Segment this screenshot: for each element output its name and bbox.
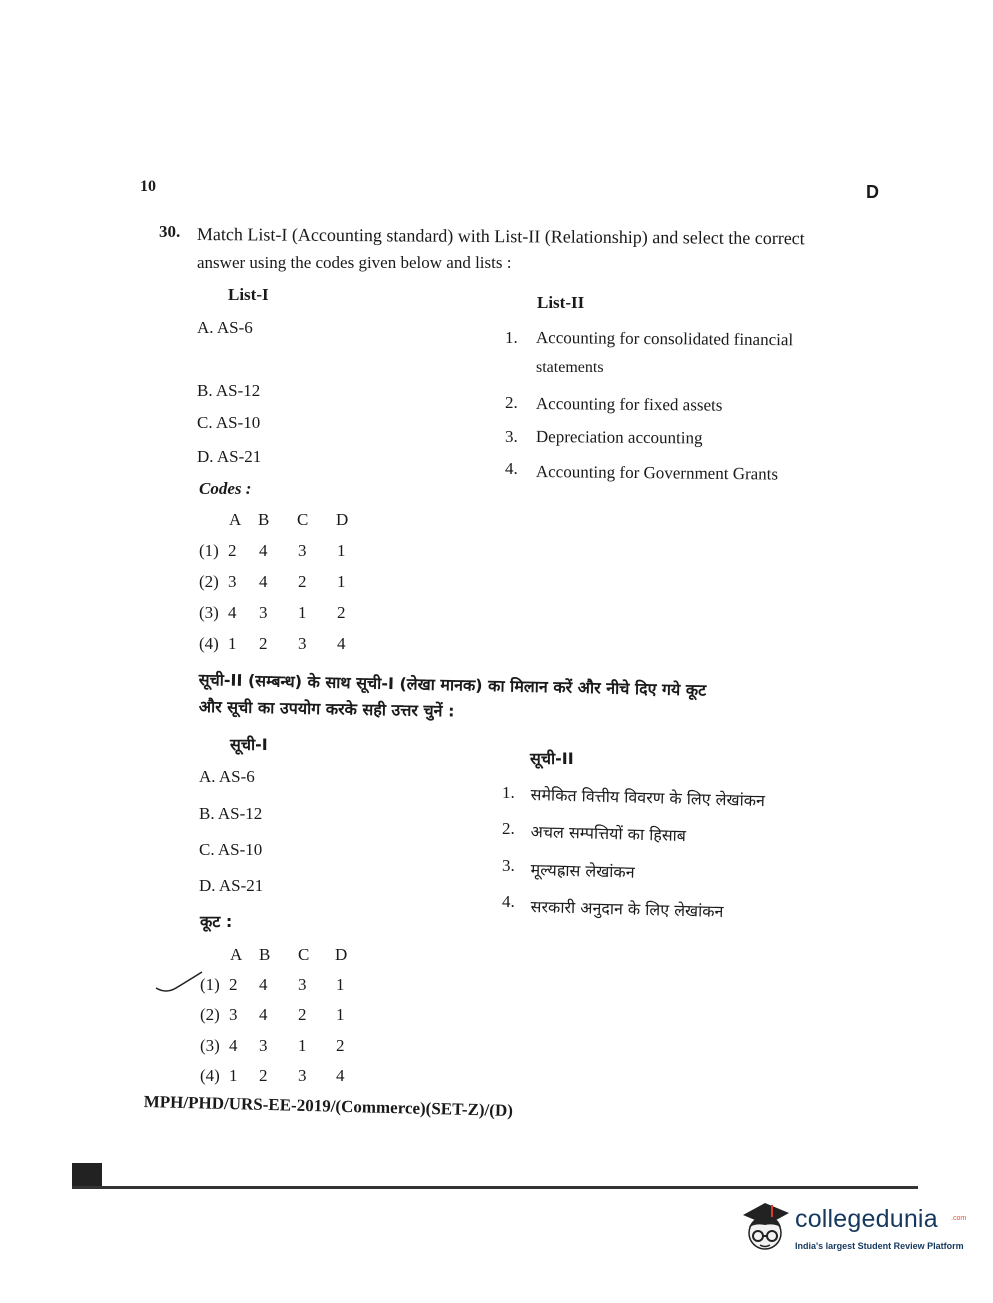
codes-header-cell: B — [259, 945, 271, 964]
list2-item-text: Accounting for consolidated financial — [535, 328, 794, 350]
question-stem-line1: Match List-I (Accounting standard) with List-II (Relationship) and select the correct — [196, 224, 805, 249]
codes-header-cell: A — [229, 510, 242, 529]
codes-title: Codes : — [199, 479, 252, 498]
list1-item: B. AS-12 — [197, 381, 261, 400]
list2-item-num: 2. — [502, 819, 515, 838]
collegedunia-logo[interactable] — [737, 1197, 967, 1267]
list2-item-num: 4. — [502, 892, 515, 911]
list2-item-text: Accounting for fixed assets — [535, 394, 723, 415]
set-letter: D — [866, 182, 879, 202]
list2-title: List-II — [537, 293, 585, 312]
list1-item: C. AS-10 — [199, 840, 263, 859]
page-bottom-rule — [72, 1186, 918, 1189]
logo-wordmark: collegedunia — [795, 1205, 938, 1233]
codes-header-cell: D — [336, 510, 349, 529]
list2-item-num: 4. — [505, 459, 518, 478]
codes-header-cell: B — [258, 510, 270, 529]
codes-header-cell: D — [335, 945, 348, 964]
question-stem-line2: answer using the codes given below and lists : — [197, 253, 512, 272]
list2-item-num: 3. — [505, 427, 518, 446]
list2-item-text: सरकारी अनुदान के लिए लेखांकन — [530, 896, 724, 922]
scan-shadow — [72, 1163, 102, 1187]
hindi-codes-title: कूट : — [200, 912, 233, 931]
question-number: 30. — [159, 222, 181, 241]
student-mascot-icon — [737, 1199, 793, 1255]
codes-header-cell: C — [297, 510, 309, 529]
list1-title: List-I — [228, 285, 269, 304]
list2-item-text: Accounting for Government Grants — [535, 462, 779, 484]
list2-item-text: Depreciation accounting — [535, 427, 703, 448]
list1-item: C. AS-10 — [197, 413, 261, 432]
list2-item-num: 3. — [502, 856, 515, 875]
list2-item-text: अचल सम्पत्तियों का हिसाब — [530, 821, 687, 846]
hindi-list2-title: सूची-II — [530, 749, 574, 768]
list2-item-text-cont: statements — [536, 359, 604, 376]
exam-code-footer: MPH/PHD/URS-EE-2019/(Commerce)(SET-Z)/(D) — [143, 1092, 514, 1121]
list1-item: D. AS-21 — [197, 447, 262, 466]
hindi-stem-line1: सूची-II (सम्बन्ध) के साथ सूची-I (लेखा मानक) का मिलान करें और नीचे दिए गये कूट — [198, 669, 707, 700]
page-number: 10 — [140, 178, 156, 195]
list2-item-num: 1. — [505, 328, 518, 347]
handwritten-tick-icon — [152, 968, 212, 998]
list1-item: A. AS-6 — [199, 767, 255, 786]
logo-domain-suffix: .com — [951, 1215, 967, 1222]
list2-item-num: 2. — [505, 393, 518, 412]
list2-item-text: समेकित वित्तीय विवरण के लिए लेखांकन — [530, 784, 766, 811]
english-codes-table: A B C D (1) 2 4 3 1 (2) 3 4 2 1 (3) 4 3 1 2 (4) 1 2 3 4 — [199, 510, 349, 653]
list2-item-text: मूल्यह्रास लेखांकन — [530, 859, 635, 882]
hindi-list1-title: सूची-I — [230, 735, 268, 754]
codes-header-cell: A — [230, 945, 243, 964]
logo-tagline: India's largest Student Review Platform — [795, 1241, 964, 1251]
list1-item: D. AS-21 — [199, 876, 264, 895]
list1-item: B. AS-12 — [199, 804, 263, 823]
hindi-codes-table: A B C D (1) 2 4 3 1 (2) 3 4 2 1 (3) 4 3 1 2 (4) 1 2 3 4 — [200, 945, 348, 1085]
codes-header-cell: C — [298, 945, 310, 964]
list1-item: A. AS-6 — [197, 318, 253, 337]
hindi-stem-line2: और सूची का उपयोग करके सही उत्तर चुनें : — [198, 696, 455, 721]
list2-item-num: 1. — [502, 783, 515, 802]
